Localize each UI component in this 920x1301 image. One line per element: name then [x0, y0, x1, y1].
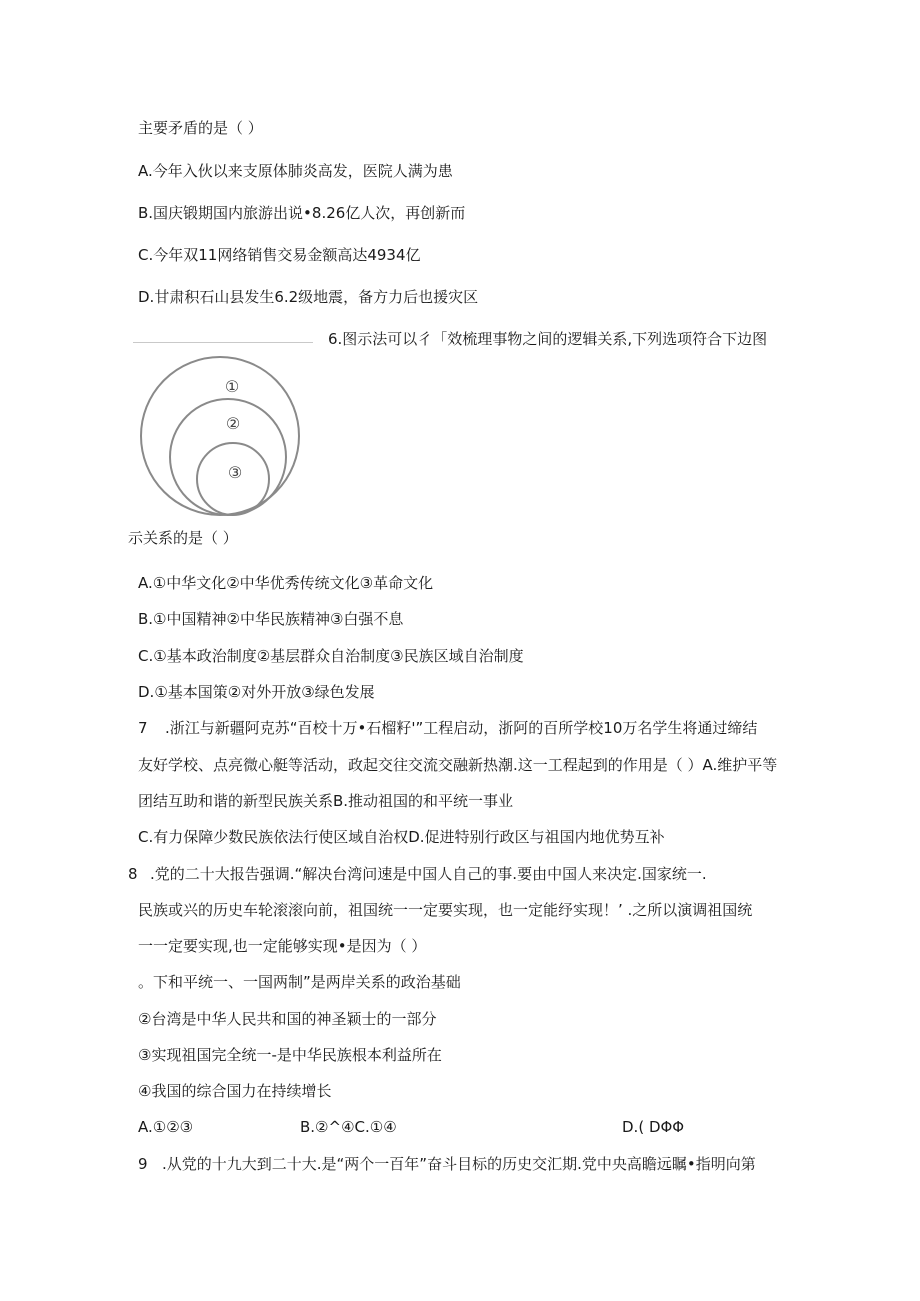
q9-number: 9	[138, 1155, 148, 1173]
q5-option-c: C.今年双11网络销售交易金额高达4934亿	[138, 246, 421, 264]
q5-stem-tail: 主要矛盾的是（ ）	[138, 119, 263, 137]
q8-item-4: ④我国的综合国力在持续增长	[138, 1082, 332, 1100]
q6-option-a: A.①中华文化②中华优秀传统文化③革命文化	[138, 574, 434, 592]
q8-line1: .党的二十大报告强调.“解决台湾问速是中国人自己的事.要由中国人来决定.国家统一.	[150, 865, 707, 883]
q5-option-a: A.今年入伙以来支原体肺炎高发，医院人满为患	[138, 162, 453, 180]
q6-option-b: B.①中国精神②中华民族精神③白强不息	[138, 610, 404, 628]
q8-item-1: 。下和平统一、一国两制”是两岸关系的政治基础	[138, 973, 461, 991]
q6-option-c: C.①基本政治制度②基层群众自治制度③民族区域自治制度	[138, 647, 524, 665]
q7-line3: 团结互助和谐的新型民族关系B.推动祖国的和平统一事业	[138, 792, 514, 810]
diagram-label-1: ①	[224, 377, 240, 396]
q7-line2: 友好学校、点亮微心艇等活动，政起交往交流交融新热潮.这一工程起到的作用是（ ）A.维护平等	[138, 756, 778, 774]
q8-option-d: D.( DΦΦ	[622, 1118, 685, 1136]
q7-line4: C.有力保障少数民族依法行使区域自治权D.促进特别行政区与祖国内地优势互补	[138, 828, 665, 846]
q8-line3: 一一定要实现,也一定能够实现•是因为（ ）	[138, 937, 427, 955]
q6-stem-line2: 示关系的是（ ）	[128, 529, 238, 547]
q7-number: 7	[138, 719, 148, 737]
q6-stem-line1: 6.图示法可以彳「效梳理事物之间的逻辑关系,下列选项符合下边图	[328, 330, 768, 348]
q8-number: 8	[128, 865, 138, 883]
q5-option-b: B.国庆锻期国内旅游出说•8.26亿人次，再创新而	[138, 204, 466, 222]
diagram-label-3: ③	[227, 463, 243, 482]
q8-item-3: ③实现祖国完全统一-是中华民族根本利益所在	[138, 1046, 442, 1064]
nested-circles-diagram	[132, 336, 322, 528]
q9-line1: .从党的十九大到二十大.是“两个一百年”奋斗目标的历史交汇期.党中央高瞻远瞩•指明向第	[162, 1155, 756, 1173]
q7-line1: .浙江与新疆阿克苏“百校十万•石榴籽'”工程启动，浙阿的百所学校10万名学生将通过缔结	[165, 719, 758, 737]
q5-option-d: D.甘肃积石山县发生6.2级地震，备方力后也援灾区	[138, 288, 479, 306]
q8-option-bc: B.②^④C.①④	[300, 1118, 397, 1136]
q6-option-d: D.①基本国策②对外开放③绿色发展	[138, 683, 375, 701]
q8-line2: 民族或兴的历史车轮滚滚向前，祖国统一一定要实现，也一定能纾实现！’ .之所以演调祖国统	[138, 901, 753, 919]
diagram-label-2: ②	[225, 414, 241, 433]
q8-option-a: A.①②③	[138, 1118, 194, 1136]
q8-item-2: ②台湾是中华人民共和国的神圣颖士的一部分	[138, 1010, 437, 1028]
